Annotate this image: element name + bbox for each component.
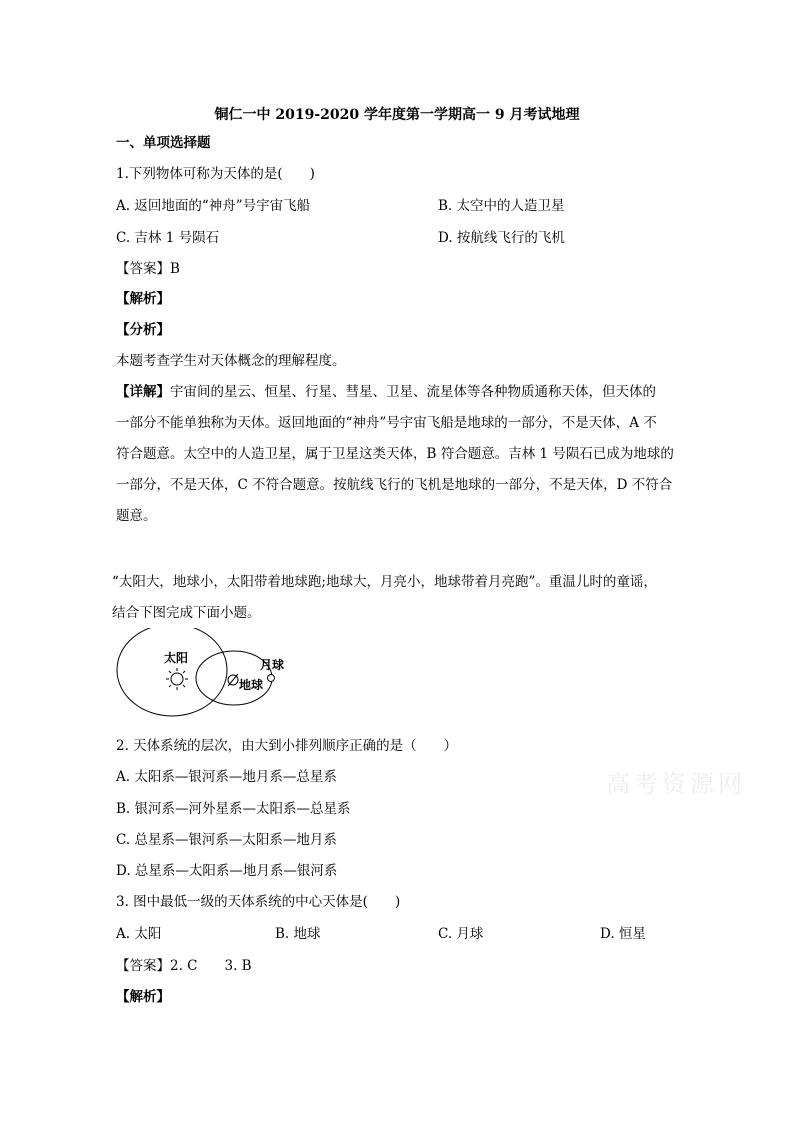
question-3-option-c: C. 月球 (438, 926, 484, 942)
question-1-option-b: B. 太空中的人造卫星 (438, 198, 565, 214)
question-2-stem: 2. 天体系统的层次，由大到小排列顺序正确的是（ ） (116, 738, 458, 754)
question-1-option-c: C. 吉林 1 号陨石 (116, 230, 220, 246)
earth-icon (228, 674, 238, 686)
song-line-2: 结合下图完成下面小题。 (112, 605, 261, 621)
question-2-option-d: D. 总星系—太阳系—地月系—银河系 (116, 863, 338, 879)
jiexi-label-1: 【解析】 (116, 291, 170, 307)
detail-label: 【详解】 (116, 384, 170, 400)
moon-label: 月球 (259, 658, 284, 672)
moon-icon (268, 675, 275, 682)
question-3-option-b: B. 地球 (275, 926, 321, 942)
sun-label: 太阳 (164, 651, 189, 665)
sun-icon (166, 668, 188, 690)
song-line-1: “太阳大，地球小，太阳带着地球跑;地球大，月亮小，地球带着月亮跑”。重温儿时的童谣， (112, 574, 657, 590)
detail-line-3: 符合题意。太空中的人造卫星，属于卫星这类天体，B 符合题意。吉林 1 号陨石已成为地球的 (116, 446, 674, 462)
detail-line-1: 【详解】宇宙间的星云、恒星、行星、彗星、卫星、流星体等各种物质通称天体，但天体的 (116, 384, 656, 400)
document-title: 铜仁一中 2019-2020 学年度第一学期高一 9 月考试地理 (214, 107, 580, 123)
question-2-option-c: C. 总星系—银河系—太阳系—地月系 (116, 832, 337, 848)
detail-line-5: 题意。 (116, 508, 157, 524)
jiexi-label-2: 【解析】 (116, 989, 170, 1005)
detail-line-4: 一部分，不是天体，C 不符合题意。按航线飞行的飞机是地球的一部分，不是天体，D 不符合 (116, 477, 673, 493)
detail-paragraph (116, 377, 682, 532)
question-1-option-d: D. 按航线飞行的飞机 (438, 230, 565, 246)
question-1-stem: 1.下列物体可称为天体的是( ) (116, 166, 315, 182)
answer-2-3: 【答案】2. C 3. B (116, 958, 252, 974)
question-1-option-a: A. 返回地面的“神舟”号宇宙飞船 (116, 198, 311, 214)
section-heading: 一、单项选择题 (116, 135, 211, 151)
question-2-option-a: A. 太阳系—银河系—地月系—总星系 (116, 769, 337, 785)
detail-line-2: 一部分不能单独称为天体。返回地面的“神舟”号宇宙飞船是地球的一部分，不是天体，A 不 (116, 415, 657, 431)
watermark: 高考资源网 (606, 770, 746, 798)
question-3-option-d: D. 恒星 (600, 926, 646, 942)
song-paragraph (112, 567, 686, 629)
earth-moon-system-diagram (114, 628, 284, 720)
question-3-option-a: A. 太阳 (116, 926, 162, 942)
question-3-stem: 3. 图中最低一级的天体系统的中心天体是( ) (116, 894, 401, 910)
fenxi-label: 【分析】 (116, 322, 170, 338)
analysis-text: 本题考查学生对天体概念的理解程度。 (116, 353, 346, 369)
earth-label: 地球 (239, 678, 264, 692)
question-2-option-b: B. 银河系—河外星系—太阳系—总星系 (116, 801, 351, 817)
sun-system-orbit (117, 628, 227, 716)
answer-1: 【答案】B (116, 261, 180, 277)
